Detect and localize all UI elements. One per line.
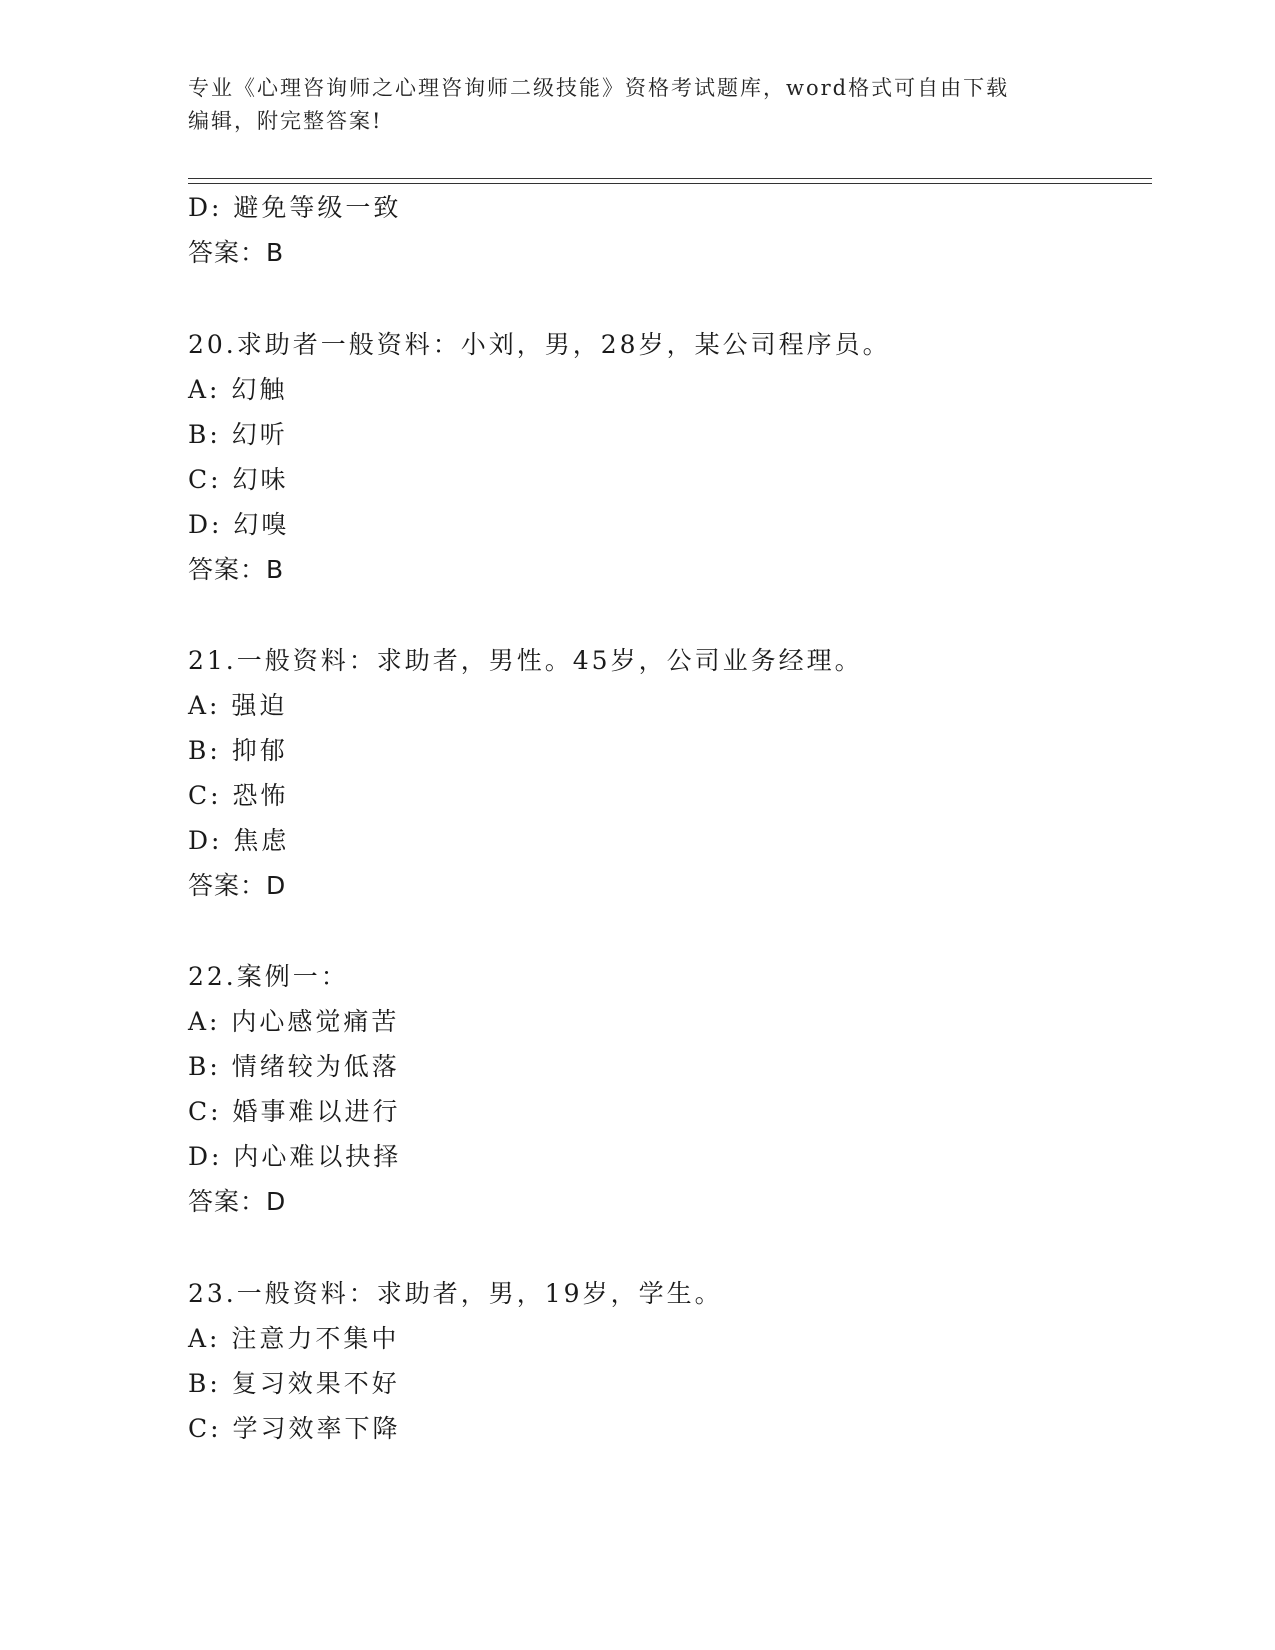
document-header	[188, 72, 1088, 138]
q20-option-c: C: 幻味	[188, 465, 289, 494]
prev-option-d: D: 避免等级一致	[188, 193, 402, 222]
q21-answer: 答案：D	[188, 871, 287, 900]
q23-option-a: A: 注意力不集中	[188, 1324, 400, 1353]
q20-stem: 20.求助者一般资料：小刘，男，28岁，某公司程序员。	[188, 330, 891, 359]
q23-option-c: C: 学习效率下降	[188, 1414, 401, 1443]
q22-option-c: C: 婚事难以进行	[188, 1097, 401, 1126]
q20-option-d: D: 幻嗅	[188, 510, 290, 539]
q22-option-d: D: 内心难以抉择	[188, 1142, 402, 1171]
q21-option-c: C: 恐怖	[188, 781, 289, 810]
q23-stem: 23.一般资料：求助者，男，19岁，学生。	[188, 1279, 723, 1308]
prev-answer: 答案：B	[188, 238, 285, 267]
q22-answer: 答案：D	[188, 1187, 287, 1216]
q20-option-b: B: 幻听	[188, 420, 288, 449]
q21-option-d: D: 焦虑	[188, 826, 290, 855]
q23-option-b: B: 复习效果不好	[188, 1369, 400, 1398]
header-line-2: 编辑，附完整答案!	[188, 109, 383, 133]
q22-stem: 22.案例一：	[188, 962, 349, 991]
header-divider-top	[188, 178, 1152, 179]
header-divider-bottom	[188, 183, 1152, 184]
header-line-1: 专业《心理咨询师之心理咨询师二级技能》资格考试题库，word格式可自由下载	[188, 76, 1010, 100]
q21-option-b: B: 抑郁	[188, 736, 288, 765]
q22-option-b: B: 情绪较为低落	[188, 1052, 400, 1081]
q20-option-a: A: 幻触	[188, 375, 288, 404]
q21-option-a: A: 强迫	[188, 691, 288, 720]
q20-answer: 答案：B	[188, 555, 285, 584]
q21-stem: 21.一般资料：求助者，男性。45岁，公司业务经理。	[188, 646, 863, 675]
q22-option-a: A: 内心感觉痛苦	[188, 1007, 400, 1036]
